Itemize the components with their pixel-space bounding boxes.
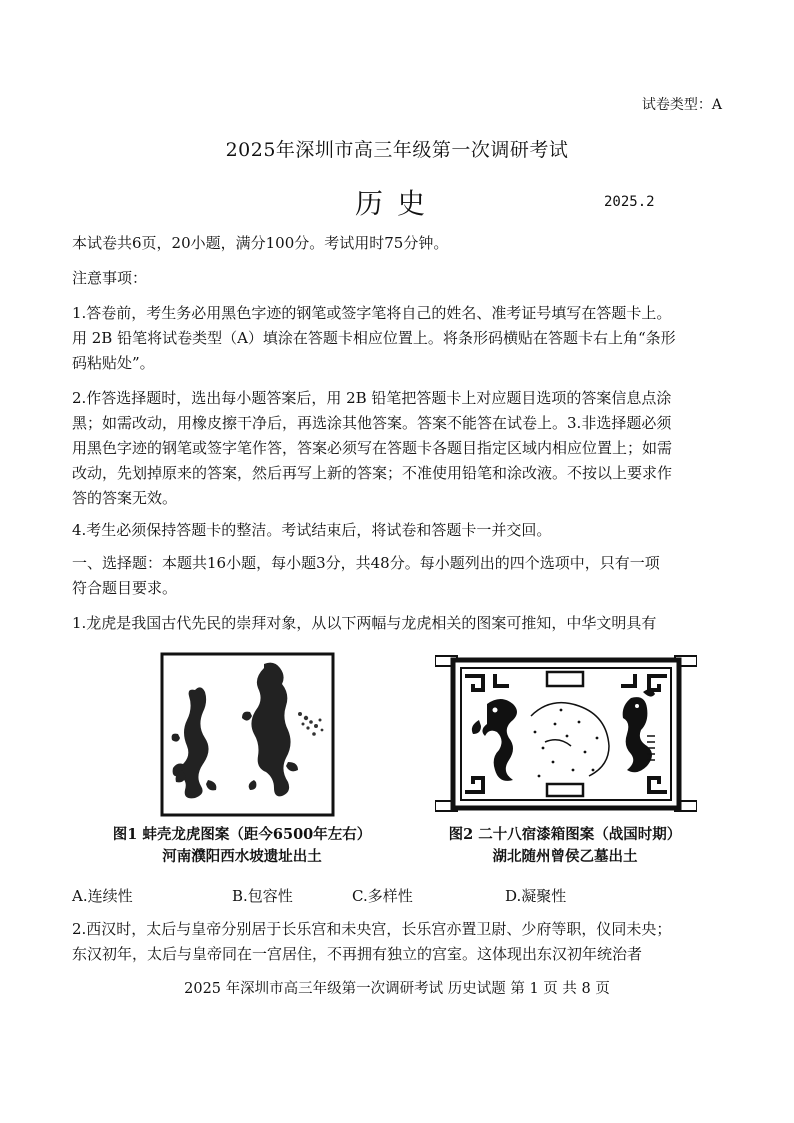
question-2-line: 2.西汉时，太后与皇帝分别居于长乐宫和未央宫，长乐宫亦置卫尉、少府等职，仪同未央； (72, 920, 672, 938)
notice-line: 1.答卷前，考生务必用黑色字迹的钢笔或签字笔将自己的姓名、准考证号填写在答题卡上。 (72, 304, 672, 322)
notice-line: 答的答案无效。 (72, 489, 178, 507)
option-b: B.包容性 (232, 887, 293, 905)
paper-type-label: 试卷类型：A (641, 97, 722, 113)
notice-line: 2.作答选择题时，选出每小题答案后，用 2B 铅笔把答题卡上对应题目选项的答案信息点涂 (72, 389, 672, 407)
notice-line: 黑；如需改动，用橡皮擦干净后，再选涂其他答案。答案不能答在试卷上。3.非选择题必须 (72, 414, 672, 432)
notice-line: 码粘贴处”。 (72, 354, 155, 372)
notice-line: 改动，先划掉原来的答案，然后再写上新的答案；不准使用铅笔和涂改液。不按以上要求作 (72, 464, 673, 482)
option-d: D.凝聚性 (505, 887, 567, 905)
exam-date: 2025.2 (604, 194, 655, 210)
intro-text: 本试卷共6页，20小题，满分100分。考试用时75分钟。 (72, 234, 449, 252)
figure-1-dragon-tiger-mosaic (160, 652, 335, 817)
option-a: A.连续性 (72, 887, 133, 905)
figure-1-caption-line: 图1 蚌壳龙虎图案（距今6500年左右） (112, 826, 372, 843)
figure-1-caption-line: 河南濮阳西水坡遗址出土 (162, 848, 322, 865)
section-heading: 符合题目要求。 (72, 579, 178, 597)
option-c: C.多样性 (352, 887, 413, 905)
figure-2-caption-line: 湖北随州曾侯乙墓出土 (492, 848, 638, 865)
notice-title: 注意事项： (72, 269, 148, 287)
exam-title: 2025年深圳市高三年级第一次调研考试 (225, 139, 569, 161)
notice-line: 4.考生必须保持答题卡的整洁。考试结束后，将试卷和答题卡一并交回。 (72, 521, 552, 539)
subject-title: 历史 (355, 187, 440, 220)
figure-2-caption-line: 图2 二十八宿漆箱图案（战国时期） (448, 826, 682, 843)
section-heading: 一、选择题：本题共16小题，每小题3分，共48分。每小题列出的四个选项中，只有一项 (72, 554, 660, 572)
question-1-stem: 1.龙虎是我国古代先民的崇拜对象，从以下两幅与龙虎相关的图案可推知，中华文明具有 (72, 614, 657, 632)
question-2-line: 东汉初年，太后与皇帝同在一宫居住，不再拥有独立的宫室。这体现出东汉初年统治者 (72, 945, 643, 963)
notice-line: 用黑色字迹的钢笔或签字笔作答，答案必须写在答题卡各题目指定区域内相应位置上；如需 (72, 439, 673, 457)
figure-2-lacquer-box-pattern (435, 652, 697, 815)
notice-line: 用 2B 铅笔将试卷类型（A）填涂在答题卡相应位置上。将条形码横贴在答题卡右上角“条形 (72, 329, 676, 347)
page-footer: 2025 年深圳市高三年级第一次调研考试 历史试题 第 1 页 共 8 页 (184, 981, 610, 997)
